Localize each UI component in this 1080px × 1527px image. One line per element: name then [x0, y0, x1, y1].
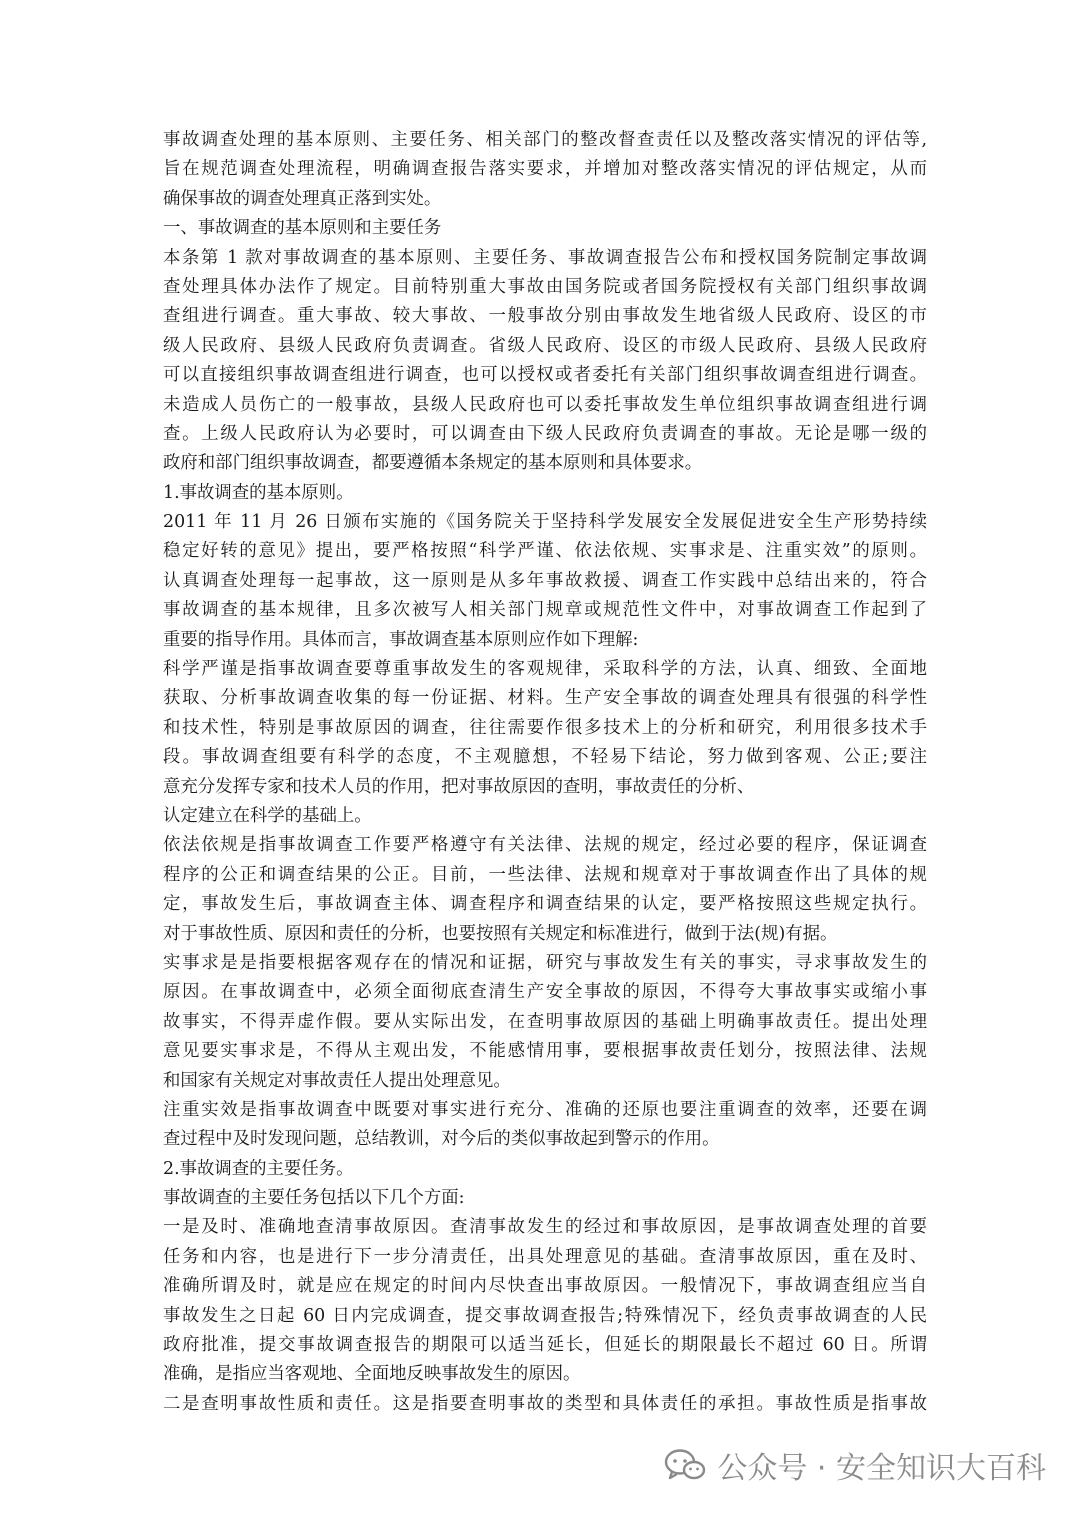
text-line: 查处理具体办法作了规定。目前特别重大事故由国务院或者国务院授权有关部门组织事故调 [163, 276, 927, 297]
text-line: 认真调查处理每一起事故，这一原则是从多年事故救援、调查工作实践中总结出来的，符合 [163, 570, 927, 591]
text-line: 旨在规范调查处理流程，明确调查报告落实要求，并增加对整改落实情况的评估规定，从而 [163, 159, 927, 180]
text-line: 本条第 1 款对事故调查的基本原则、主要任务、事故调查报告公布和授权国务院制定事故调 [163, 247, 927, 268]
text-line: 政府和部门组织事故调查，都要遵循本条规定的基本原则和具体要求。 [163, 453, 703, 474]
watermark [663, 1443, 1046, 1487]
text-line: 准确，是指应当客观地、全面地反映事故发生的原因。 [163, 1364, 581, 1385]
text-line: 故事实，不得弄虚作假。要从实际出发，在查明事故原因的基础上明确事故责任。提出处理 [163, 1011, 927, 1032]
text-line: 查过程中及时发现问题，总结教训，对今后的类似事故起到警示的作用。 [163, 1129, 720, 1150]
text-line: 一、事故调查的基本原则和主要任务 [163, 218, 442, 239]
document-body [163, 126, 927, 1419]
text-line: 一是及时、准确地查清事故原因。查清事故发生的经过和事故原因，是事故调查处理的首要 [163, 1217, 927, 1238]
text-line: 未造成人员伤亡的一般事故，县级人民政府也可以委托事故发生单位组织事故调查组进行调 [163, 394, 927, 415]
text-line: 事故发生之日起 60 日内完成调查，提交事故调查报告;特殊情况下，经负责事故调查的人民 [163, 1305, 927, 1326]
text-line: 对于事故性质、原因和责任的分析，也要按照有关规定和标准进行，做到于法(规)有据。 [163, 923, 838, 944]
text-line: 获取、分析事故调查收集的每一份证据、材料。生产安全事故的调查处理具有很强的科学性 [163, 688, 927, 709]
watermark-text: 公众号 · 安全知识大百科 [717, 1451, 1046, 1486]
text-line: 事故调查的主要任务包括以下几个方面: [163, 1188, 465, 1209]
wechat-icon [663, 1447, 707, 1483]
text-line: 和技术性，特别是事故原因的调查，往往需要作很多技术上的分析和研究，利用很多技术手 [163, 717, 927, 738]
text-line: 2011 年 11 月 26 日颁布实施的《国务院关于坚持科学发展安全发展促进安全生产形势持续 [163, 512, 927, 533]
text-line: 确保事故的调查处理真正落到实处。 [163, 188, 442, 209]
text-line: 实事求是是指要根据客观存在的情况和证据，研究与事故发生有关的事实，寻求事故发生的 [163, 952, 927, 973]
text-line: 任务和内容，也是进行下一步分清责任，出具处理意见的基础。查清事故原因，重在及时、 [163, 1246, 927, 1267]
text-line: 事故调查处理的基本原则、主要任务、相关部门的整改督查责任以及整改落实情况的评估等, [163, 130, 927, 150]
text-line: 程序的公正和调查结果的公正。目前，一些法律、法规和规章对于事故调查作出了具体的规 [163, 864, 927, 885]
text-line: 意充分发挥专家和技术人员的作用，把对事故原因的查明，事故责任的分析、 [163, 776, 755, 797]
text-line: 稳定好转的意见》提出，要严格按照“科学严谨、依法依规、实事求是、注重实效”的原则。 [163, 541, 927, 562]
text-line: 准确所谓及时，就是应在规定的时间内尽快查出事故原因。一般情况下，事故调查组应当自 [163, 1276, 927, 1297]
text-line: 2.事故调查的主要任务。 [163, 1158, 354, 1179]
text-line: 事故调查的基本规律，且多次被写人相关部门规章或规范性文件中，对事故调查工作起到了 [163, 600, 927, 621]
text-line: 原因。在事故调查中，必须全面彻底查清生产安全事故的原因，不得夸大事故事实或缩小事 [163, 982, 927, 1003]
text-line: 查组进行调查。重大事故、较大事故、一般事故分别由事故发生地省级人民政府、设区的市 [163, 306, 927, 327]
text-line: 意见要实事求是，不得从主观出发，不能感情用事，要根据事故责任划分，按照法律、法规 [163, 1041, 927, 1062]
text-line: 级人民政府、县级人民政府负责调查。省级人民政府、设区的市级人民政府、县级人民政府 [163, 335, 927, 356]
text-line: 定，事故发生后，事故调查主体、调查程序和调查结果的认定，要严格按照这些规定执行。 [163, 894, 927, 915]
text-line: 可以直接组织事故调查组进行调查，也可以授权或者委托有关部门组织事故调查组进行调查。 [163, 365, 927, 386]
text-line: 和国家有关规定对事故责任人提出处理意见。 [163, 1070, 511, 1091]
text-line: 重要的指导作用。具体而言，事故调查基本原则应作如下理解: [163, 629, 639, 650]
text-line: 1.事故调查的基本原则。 [163, 482, 354, 503]
text-line: 查。上级人民政府认为必要时，可以调查由下级人民政府负责调查的事故。无论是哪一级的 [163, 423, 927, 444]
text-line: 认定建立在科学的基础上。 [163, 805, 372, 826]
text-line: 政府批准，提交事故调查报告的期限可以适当延长，但延长的期限最长不超过 60 日。所谓 [163, 1335, 927, 1356]
text-line: 二是查明事故性质和责任。这是指要查明事故的类型和具体责任的承担。事故性质是指事故 [163, 1393, 927, 1414]
text-line: 科学严谨是指事故调查要尊重事故发生的客观规律，采取科学的方法，认真、细致、全面地 [163, 659, 927, 680]
text-line: 依法依规是指事故调查工作要严格遵守有关法律、法规的规定，经过必要的程序，保证调查 [163, 835, 927, 856]
text-line: 注重实效是指事故调查中既要对事实进行充分、准确的还原也要注重调查的效率，还要在调 [163, 1099, 927, 1120]
text-line: 段。事故调查组要有科学的态度，不主观臆想，不轻易下结论，努力做到客观、公正;要注 [163, 747, 927, 768]
